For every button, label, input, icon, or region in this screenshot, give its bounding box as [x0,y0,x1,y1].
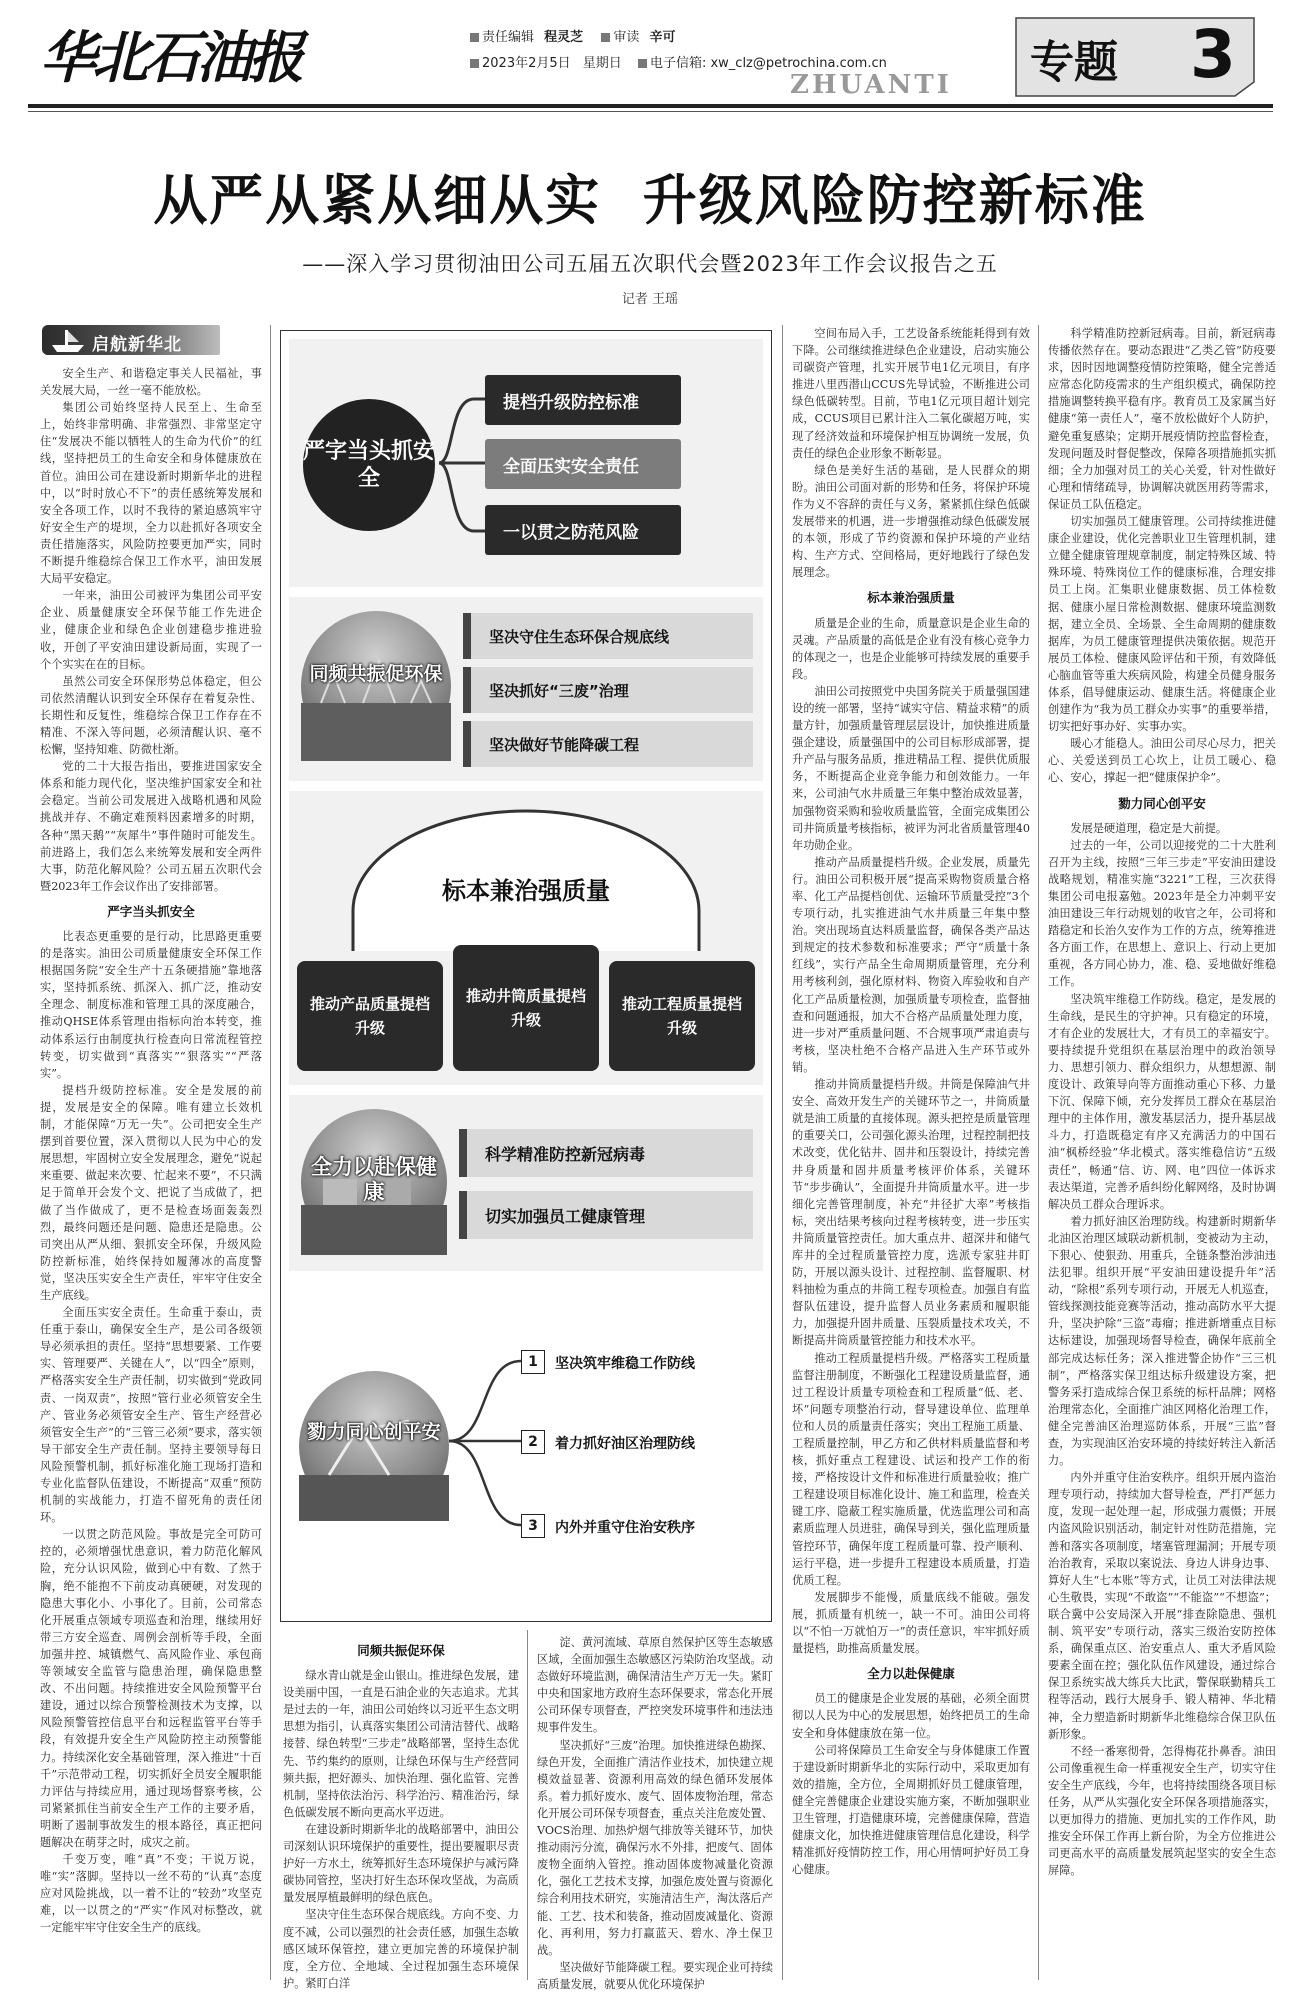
body-paragraph: 质量是企业的生命，质量意识是企业生命的灵魂。产品质量的高低是企业有没有核心竞争力的体现之一，也是企业能够可持续发展的重要手段。 [792,616,1030,681]
safety-item-1: 提档升级防控标准 [485,375,681,425]
column-divider [527,1630,528,1980]
column-divider [782,325,783,1980]
peace-item-2: 着力抓好油区治理防线 [555,1436,695,1452]
body-paragraph: 坚决抓好“三废”治理。加快推进绿色勘探、绿色开发，全面推广清洁作业技术，加快建立规模效益显著、资源利用高效的绿色循环发展体系。着力抓好废水、废气、固体废物治理，常态化开展公司环保专项督查，重点关注危废处置、VOCS治理、加热炉烟气排放等关键环节，加快推动雨污分流，确保污水不外排，把废气、固体废物全面纳入管控。推动固体废物减量化资源化，强化工艺技术支撑，加强危废处置与资源化综合利用技术研究，实施清洁生产，淘汰落后产能、工艺、技术和装备，推动固废减量化、资源化、再利用，努力打赢蓝天、碧水、净土保卫战。 [537,1738,773,1957]
editor-info [470,26,675,45]
body-paragraph: 公司将保障员工生命安全与身体健康工作置于建设新时期新华北的实际行动中，采取更加有效的措施，全方位，全周期抓好员工健康管理，健全完善健康企业建设实施方案，不断加强职业卫生管理，打造健康环境，完善健康保障，营造健康文化，加快推进健康管理信息化建设，科学精准抓好疫情防控工作，用心用情呵护好员工身心健康。 [792,1743,1030,1877]
reviewer-label: 审读 [613,30,640,45]
date-info: 2023年2月5日 星期日 电子信箱: xw_clz@petrochina.com.cn [470,52,887,71]
reviewer-name: 辛可 [649,30,676,45]
quality-item-1: 推动产品质量提档升级 [297,961,443,1071]
environment-item-3: 坚决做好节能降碳工程 [463,721,753,767]
body-paragraph: 淀、黄河流域、草原自然保护区等生态敏感区域，全面加强生态敏感区污染防治攻坚战。动态做好环境监测，确保清洁生产万无一失。紧盯中央和国家地方政府生态环保要求，常态化开展公司环保专项督查，严控突发环境事件和违法违规事件发生。 [537,1636,773,1735]
peace-photo-bubble [299,1371,449,1521]
column-divider [270,325,271,1980]
health-item-1: 科学精准防控新冠病毒 [459,1129,753,1177]
environment-item-1: 坚决守住生态环保合规底线 [463,613,753,659]
body-paragraph: 不经一番寒彻骨，怎得梅花扑鼻香。油田公司像重视生命一样重视安全生产，切实守住安全生产底线，今年，也将持续围绕各项目标任务，从严从实强化安全环保各项措施落实，以更加得力的措施、更加扎实的工作作风，助推安全环保工作再上新台阶，为全方位推进公司更高水平的高质量发展筑起坚实的安全生态屏障。 [1048,1744,1276,1878]
text-column-5 [1048,325,1276,1980]
body-paragraph: 坚决筑牢维稳工作防线。稳定，是发展的生命线，是民生的守护神。只有稳定的环境，才有企业的发展壮大，才有员工的幸福安宁。要持续提升党组织在基层治理中的政治领导力、思想引领力、群众组织力，从想想源、制度设计、政策导向等方面推动重心下移、力量下沉、保障下倾，充分发挥员工群众在基层治理中的主体作用，激发基层活力，提升基层战斗力，打造既稳定有序又充满活力的中国石油“枫桥经验”华北模式。落实维稳信访“五级责任”，畅通“信、访、网、电”四位一体诉求表达渠道，完善矛盾纠纷化解网络，及时协调解决员工群众合理诉求。 [1048,992,1276,1211]
section-tag [1010,12,1260,100]
infographic [280,330,772,1622]
health-item-2: 切实加强员工健康管理 [459,1191,753,1239]
infographic-environment [289,597,763,781]
text-column-2 [283,1634,519,1990]
environment-photo-bubble [301,611,451,761]
body-paragraph: 虽然公司安全环保形势总体稳定，但公司依然清醒认识到安全环保存在着复杂性、长期性和反复性，维稳综合保卫工作存在不精准、不深入等问题，必须清醒认识、毫不松懈，坚持知难、防微杜渐。 [40,674,262,757]
body-paragraph: 空间布局入手，工艺设备系统能耗得到有效下降。公司继续推进绿色企业建设，启动实施公司碳资产管理，扎实开展节电1亿元项目，有序推进八里西潜山CCUS先导试验，不断推进公司绿色低碳转型。目前，节电1亿元项目超计划完成，CCUS项目已累计注入二氧化碳超万吨，实现了经济效益和环境保护相互协调统一发展，负责任的绿色企业形象不断彰显。 [792,327,1030,460]
infographic-health [289,1095,763,1271]
quality-item-3: 推动工程质量提档升级 [609,961,755,1071]
body-paragraph: 暖心才能稳人。油田公司尽心尽力，把关心、关爱送到员工心坎上，让员工暖心、稳心、安心，撑起一把“健康保护伞”。 [1048,737,1276,785]
section-heading: 同频共振促环保 [357,1643,445,1658]
body-paragraph: 全面压实安全责任。生命重于泰山，责任重于泰山，确保安全生产，是公司各级领导必须承担的责任。坚持“思想要紧、工作要实、管理要严、关键在人”，以“四全”原则，严格落实安全生产责任制，切实做到“党政同责、一岗双责”，按照“管行业必须管安全生产、管业务必须管安全生产、管生产经营必须管安全生产”的“三管三必须”要求，落实领导干部安全生产责任制。坚持主要领导每日风险预警机制，抓好标准化施工现场打造和专业化监督队伍建设，不断提高“双重”预防机制的实战能力，打造不留死角的责任闭环。 [40,1306,262,1525]
step-number-1: 1 [521,1350,545,1374]
safety-item-3: 一以贯之防范风险 [485,505,681,555]
body-paragraph: 内外并重守住治安秩序。组织开展内盗治理专项行动，持续加大督导检查，严打严惩力度，发现一起处理一起，形成强力震慑；开展内盗风险识别活动，制定针对性防范措施，完善和落实各项制度，堵塞管理漏洞；开展专项治治教育，采取以案说法、身边人讲身边事、算好人生“七本账”等方式，让员工对法律法规心生敬畏，实现“不敢盗”“不能盗”“不想盗”；联合冀中公安局深入开展“排查除隐患、强机制、筑平安”专项行动，落实三级治安防控体系，确保重点区、治安重点人、重大矛盾风险要素全面在控；强化队伍作风建设，通过综合保卫系统实战大练兵大比武，警保联勤精兵工程等活动，践行大展身手、锻人精神、华北精神，全力塑造新时期新华北维稳综合保卫队伍新形象。 [1048,1471,1276,1741]
section-name: 专题 [1030,37,1118,88]
issue-date: 2023年2月5日 [482,56,571,71]
body-paragraph: 党的二十大报告指出，要推进国家安全体系和能力现代化，坚决维护国家安全和社会稳定。当前公司发展进入战略机遇和风险挑战并存、不确定难预料因素增多的时期，各种“黑天鹅”“灰犀牛”事件随时可能发生。前进路上，我们怎么来统筹发展和安全两件大事，防范化解风险？公司五届五次职代会暨2023年工作会议作出了安排部署。 [40,760,262,893]
peace-item-3: 内外并重守住治安秩序 [555,1520,695,1536]
editor-label: 责任编辑 [482,30,535,45]
section-heading: 勠力同心创平安 [1118,795,1206,811]
body-paragraph: 比表态更重要的是行动，比思路更重要的是落实。油田公司质量健康安全环保工作根据国务院“安全生产十五条硬措施”靠地落实，坚持抓系统、抓深入、抓广泛，推动安全理念、制度标准和管理工具的深度融合，推动QHSE体系管理由指标向治本转变，推动体系运行由制度执行检查向日常流程管控转变，切实做到“真落实”“狠落实”“严落实”。 [40,930,262,1080]
newspaper-logo: 华北石油报 [40,25,300,91]
pumpjack-scene-icon [299,1371,449,1521]
health-photo-bubble [301,1109,447,1255]
body-paragraph: 切实加强员工健康管理。公司持续推进健康企业建设，优化完善职业卫生管理机制，建立健全健康管理规章制度，制定特殊区域、特殊环境、特殊岗位工作的健康标准，合理安排员工上岗。汇集职业健康数据、员工体检数据、健康小屋日常检测数据、健康环境监测数据，建立全员、全场景、全生命周期的健康数据库，为员工健康管理提供决策依据。规范开展员工体检、健康风险评估和干预，有效降低心脑血管等重大疾病风险，构建全员健身服务体系，倡导健康运动、健康生活。将健康企业创建作为“我为员工群众办实事”的重要举措，切实把好事办好、实事办实。 [1048,515,1276,734]
oilfield-scene-icon [301,611,451,761]
text-column-4 [792,325,1030,1980]
email-label: 电子信箱 [649,56,702,71]
article-byline: 记者 王瑶 [621,292,679,307]
text-column-3 [537,1634,773,1991]
page-number: 3 [1190,16,1236,93]
editor-name: 程灵芝 [544,30,584,45]
infographic-quality [289,791,763,1085]
body-paragraph: 员工的健康是企业发展的基础，必须全面贯彻以人民为中心的发展思想，始终把员工的生命安全和身体健康放在第一位。 [792,1692,1030,1740]
body-paragraph: 着力抓好油区治理防线。构建新时期新华北油区治理区域联动新机制，变被动为主动，下狠心、使狠劲、用重兵，全链条整治涉油违法犯罪。组织开展“平安油田建设提升年”活动，“除根”系列专项行动，开展无人机巡查，管线探测技能竞赛等活动，推动高防水平大提升，坚决护除“三盗”毒瘤；推进新增重点目标达标建设，加强现场督导检查，确保年底前全部完成达标任务；深入推进警企协作“三三机制”，严格落实保卫组达标升级建设方案，把警务采打造成综合保卫系统的标杆品牌；网格治理常态化，全面推广油区网格化治理工作，健全完善油区治理巡防体系，开展“三监”督查，为实现油区治安环境的持续好转注入新活力。 [1048,1214,1276,1468]
section-heading: 严字当头抓安全 [107,903,195,919]
text-column-1 [40,365,262,1980]
body-paragraph: 绿水青山就是金山银山。推进绿色发展，建设美丽中国，一直是石油企业的矢志追求。尤其是过去的一年，油田公司始终以习近平生态文明思想为指引，认真落实集团公司清洁替代、战略接替、绿色转型“三步走”战略部署，坚持生态优先、节约集约的原则，让绿色环保与生产经营同频共振，把好源头、加快治理、强化监管、完善机制，坚持依法治污、科学治污、精准治污，绿色低碳发展不断向更高水平迈进。 [283,1669,519,1819]
section-heading: 标本兼治强质量 [867,590,955,606]
body-paragraph: 科学精准防控新冠病毒。目前，新冠病毒传播依然存在。要动态跟进“乙类乙管”防疫要求，因时因地调整疫情防控策略，健全完善适应常态化防疫需求的生产组织模式，确保防控措施调整转换平稳有序。教育员工及家属当好健康“第一责任人”，毫不放松做好个人防护，避免重复感染；定期开展疫情防控监督检查，发现问题及时督促整改，保障各项措施抓实抓细；全力加强对员工的关心关爱，针对性做好心理和情绪疏导，协调解决就医用药等需求，保证员工队伍稳定。 [1048,327,1276,511]
body-paragraph: 推动产品质量提档升级。企业发展，质量先行。油田公司积极开展“提高采购物资质量合格率、化工产品提档创优、运输环节质量受控”3个专项行动，扎实推进油气水井质量三年集中整治。突出现场直达料质量监督，确保各类产品达到规定的技术参数和标准要求；严守“质量十条红线”，实行产品全生命周期质量管理，充分利用考核利剑，强化原材料、物资入库验收和自产化工产品质量检测，加强质量专项检查，监督抽查和问题通报，加大不合格产品质量处理力度，进一步对严重质量问题、不合规事项严肃追责与考核，坚决杜绝不合格产品进入生产环节或外销。 [792,855,1030,1074]
quality-title: 标本兼治强质量 [442,877,610,905]
body-paragraph: 油田公司按照党中央国务院关于质量强国建设的统一部署，坚持“诚实守信、精益求精”的质量方针，加强质量管理层层设计，加快推进质量强企建设，质量强国中的公司目标形成部署，提升产品与服务品质，推进精品工程、提供优质服务，不断提高企业竞争能力和创效能力。一年来，公司油气水井质量三年集中整治成效显著，加强物资采购和验收质量监管，全面完成集团公司井筒质量考核指标，被评为河北省质量管理40年功勋企业。 [792,684,1030,852]
environment-title: 同频共振促环保 [309,663,443,685]
safety-bubble: 严字当头抓安全 [303,399,435,531]
body-paragraph: 过去的一年，公司以迎接党的二十大胜利召开为主线，按照“三年三步走”平安油田建设战略规划，精准实施“3221”工程，三次获得集团公司电报嘉勉。2023年是全力冲刺平安油田建设三年行动规划的收官之年，公司将和踏稳定和长治久安作为工作的方点，统筹推进各方面工作，在思想上、意识上、行动上更加重视，各方同心协力，准、稳、妥地做好维稳工作。 [1048,838,1276,989]
square-bullet-icon [601,33,610,42]
body-paragraph: 坚决守住生态环保合规底线。方向不变、力度不减，公司以强烈的社会责任感，加强生态敏感区域环保管控，建立更加完善的环境保护制度，全方位、全地域、全过程加强生态环境保护。紧盯白洋 [283,1908,519,1990]
infographic-safety [289,339,763,587]
quality-item-2: 推动井筒质量提档升级 [453,945,599,1071]
section-english: ZHUANTI [790,70,952,100]
body-paragraph: 千变万变，唯“真”不变；干说万说，唯“实”落脚。坚持以一丝不苟的“认真”态度应对风险挑战，以一着不让的“较劲”攻坚克难，以一以贯之的“严实”作风对标整改，就一定能牢牢守住安全生产的底线。 [40,1853,262,1935]
square-bullet-icon [470,59,479,68]
body-paragraph: 发展脚步不能慢，质量底线不能破。强发展，抓质量有机统一，缺一不可。油田公司将以“不怕一万就怕万一”的责任意识，牢牢抓好质量提档，助推高质量发展。 [792,1590,1030,1656]
environment-item-2: 坚决抓好“三废”治理 [463,667,753,713]
square-bullet-icon [470,33,479,42]
body-paragraph: 安全生产、和谐稳定事关人民福祉，事关发展大局，一丝一毫不能放松。 [40,367,262,398]
article-headline: 从严从紧从细从实 升级风险防控新标准 [153,169,1147,232]
column-divider [1038,325,1039,1980]
step-number-2: 2 [521,1430,545,1454]
body-paragraph: 集团公司始终坚持人民至上、生命至上，始终非常明确、非常强烈、非常坚定守住“发展决不能以牺牲人的生命为代价”的红线，坚持把员工的生命安全和身体健康放在首位。油田公司在建设新时期新华北的进程中，以“时时放心不下”的责任感统筹发展和安全各项工作，以时不我待的紧迫感筑牢守好安全生产的堤坝，全力以赴抓好各项安全责任措施落实，风险防控要更加严实，同时不断提升维稳综合保卫工作水平，油田发展大局平安稳定。 [40,401,262,586]
peace-title: 勠力同心创平安 [307,1421,441,1443]
safety-item-2: 全面压实安全责任 [485,439,681,489]
body-paragraph: 一以贯之防范风险。事故是完全可防可控的，必须增强忧患意识，着力防范化解风险，充分认识风险，做到心中有数、了然于胸，绝不能抱不下前皮动真硬硬，对发现的隐患大事化小、小事化了。目前，公司常态化开展重点领域专项巡查和治理，继续用好带三方安全巡查、周例会剖析等手段，全面加强井控、城镇燃气、高风险作业、承包商等领域安全监管与隐患治理，确保隐患整改、不出问题。持续推进安全风险预警平台建设，通过以综合预警检测技术为支撑，以风险预警管控信息平台和远程监管平台等手段，有效提升安全生产风险防控主动预警能力。持续深化安全基础管理，深入推进“十百千”示范带动工程，切实抓好全员安全履职能力评估与持续应用，通过现场督察考核，公司紧紧抓住当前安全生产工作的主要矛盾，明断了遏制事故发生的根本路径，真正把问题解决在萌芽之时，成灾之前。 [40,1528,262,1849]
body-paragraph: 绿色是美好生活的基础，是人民群众的期盼。油田公司面对新的形势和任务，将保护环境作为义不容辞的责任与义务，紧紧抓住绿色低碳发展带来的机遇，进一步增强推动绿色低碳发展的本领，形成了节约资源和保护环境的产业结构、生产方式、空间格局，更好地践行了绿色发展理念。 [792,463,1030,580]
body-paragraph: 推动工程质量提档升级。严格落实工程质量监督注册制度，不断强化工程建设质量监督，通过工程设计质量专项检查和工程质量“低、老、坏”问题专项整治行动，督导建设单位、监理单位和人员的质量责任落实；突出工程施工质量、工程质量控制，甲乙方和乙供材料质量监督和考核，抓好重点工程建设、试运和投产工作的衔接，严格按设计文件和标准进行质量验收；推广工程建设项目标准化设计、施工和监理，检查关键工序、隐蔽工程实施质量，优选监理公司和高素质监理人员进驻，确保导到关，强化监理质量管控环节，确保年度工程质量可靠、投产顺利、运行平稳，进一步提升工程建设本质质量，打造优质工程。 [792,1351,1030,1587]
kicker-label: 启航新华北 [92,335,182,355]
peace-item-1: 坚决筑牢维稳工作防线 [555,1356,695,1372]
square-bullet-icon [638,59,647,68]
email-address[interactable]: xw_clz@petrochina.com.cn [710,56,887,71]
body-paragraph: 推动井筒质量提档升级。井筒是保障油气井安全、高效开发生产的关键环节之一，井筒质量就是油工质量的直接体现。源头把控是质量管理的重要关口，公司强化源头治理，过程控制把技术改变，优化钻井、固井和压裂设计，持续完善井身质量和固井质量考核评价体系，关键环节“步步确认”，全面提升井筒质量水平。进一步细化完善管理制度，补充“井径扩大率”考核指标，突出结果考核向过程考核转变，进一步压实井筒质量管控责任。加大重点井、超深井和储气库井的全过程质量管控力度，选派专家驻井盯防，开展以源头设计、过程控制、监督履职、材料抽检为重点的井筒工程专项检查。加强自有监督队伍建设，提升监督人员业务素质和履职能力，加强提升固井质量、压裂质量技术攻关，不断提高井筒质量管控能力和技术水平。 [792,1078,1030,1348]
health-title: 全力以赴保健康 [311,1155,437,1205]
body-paragraph: 在建设新时期新华北的战略部署中，油田公司深刻认识环境保护的重要性，提出要履职尽责护好一方水土，统筹抓好生态环境保护与减污降碳协同管控，坚决打好生态环保攻坚战，为高质量发展厚植最鲜明的绿色底色。 [283,1822,519,1905]
body-paragraph: 坚决做好节能降碳工程。要实现企业可持续高质量发展，就要从优化环境保护 [537,1960,773,1991]
step-number-3: 3 [521,1514,545,1538]
section-heading: 全力以赴保健康 [867,1666,955,1682]
column-kicker [42,325,220,355]
header-rule [28,104,1273,108]
infographic-peace [289,1281,763,1611]
body-paragraph: 一年来，油田公司被评为集团公司平安企业、质量健康安全环保节能工作先进企业，健康企业和绿色企业创建稳步推进验收，开创了平安油田建设新局面，实现了一个个实实在在的目标。 [40,589,262,671]
body-paragraph: 提档升级防控标准。安全是发展的前提，发展是安全的保障。唯有建立长效机制，才能保障“万无一失”。公司把安全生产摆到首要位置，深入贯彻以人民为中心的发展思想，牢固树立安全发展理念，避免“说起来重要、做起来次要、忙起来不要”，不只满足于简单开会发个文、把说了当成做了，把做了当作做成了，更不是检查场面轰轰烈烈，最终问题还是问题、隐患还是隐患。公司突出从严从细、狠抓安全环保，升级风险防控新标准，始终保持如履薄冰的高度警觉，坚决压实安全生产责任，牢牢守住安全生产底线。 [40,1083,262,1302]
header-rule-thin [28,111,1273,112]
article-subheadline: ——深入学习贯彻油田公司五届五次职代会暨2023年工作会议报告之五 [302,252,998,276]
body-paragraph: 发展是硬道理，稳定是大前提。 [1070,821,1228,835]
ship-icon [48,325,88,355]
issue-weekday: 星期日 [582,56,622,71]
